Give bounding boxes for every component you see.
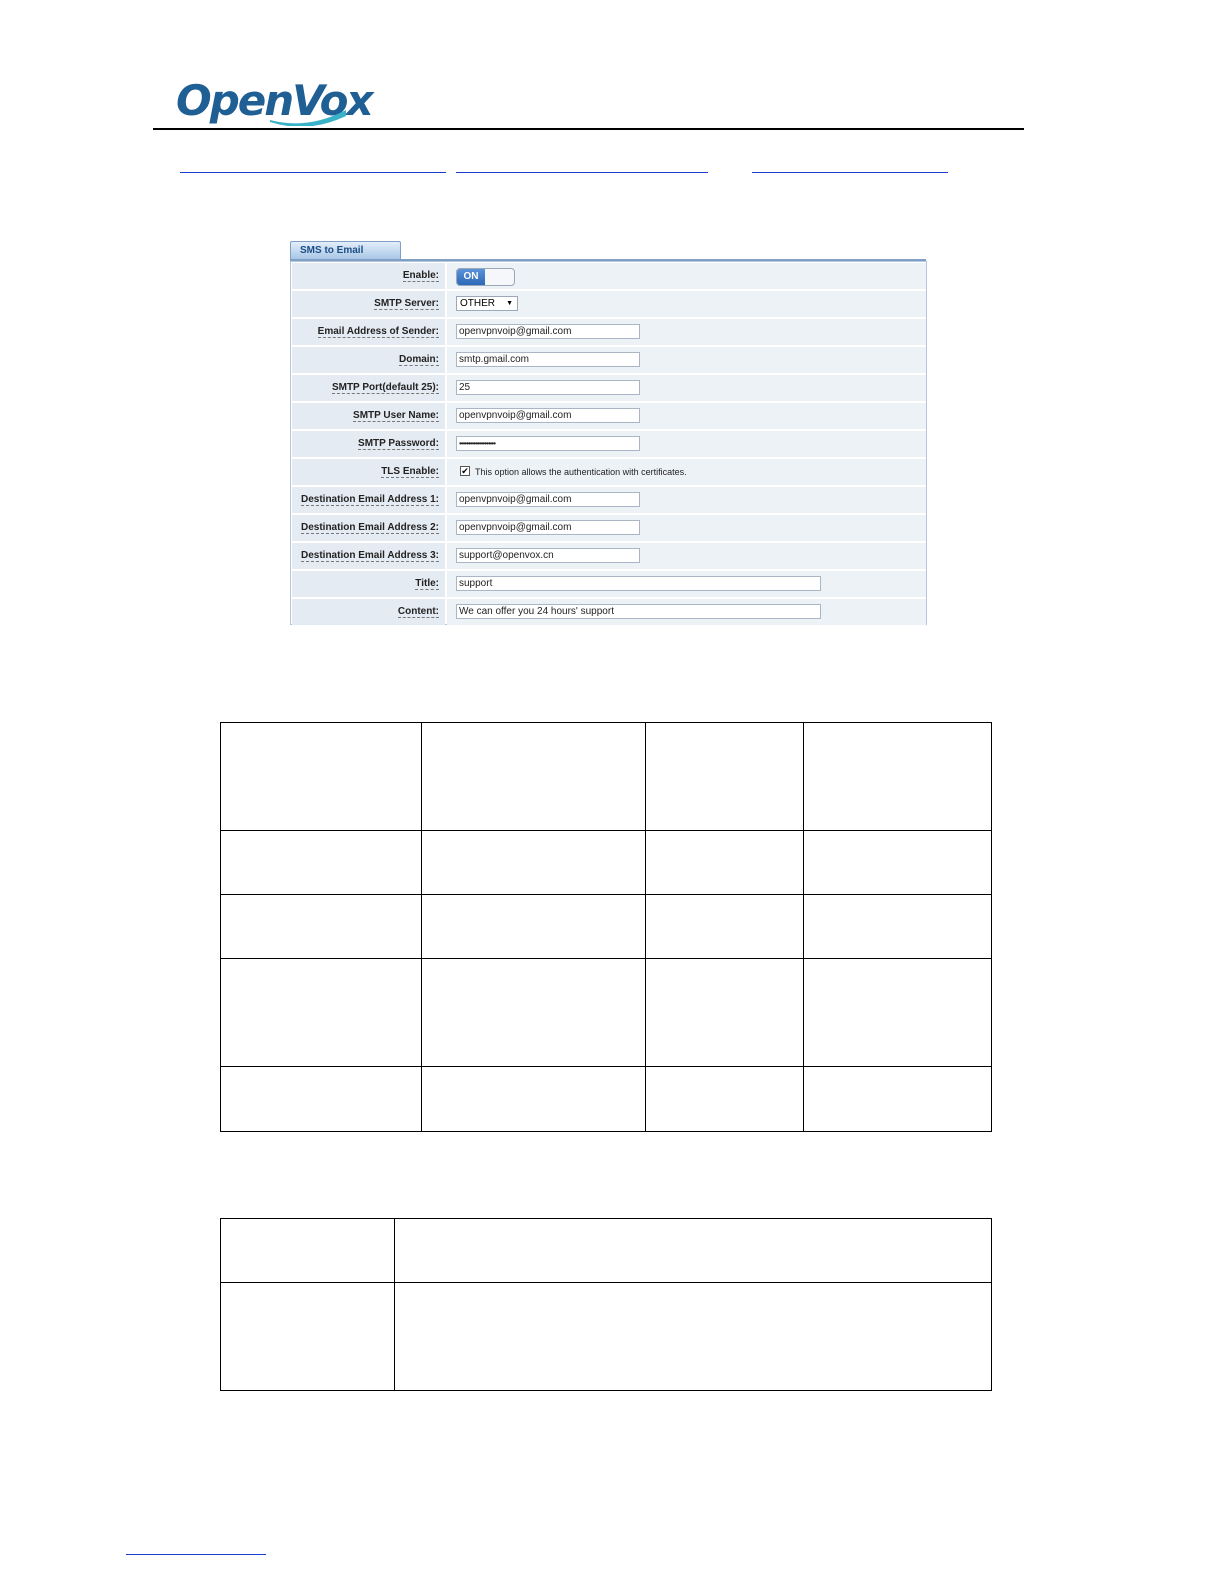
toggle-on-label: ON: [457, 269, 485, 285]
row-password: [292, 431, 926, 459]
row-user: [292, 403, 926, 431]
table-cell: [394, 1283, 991, 1391]
options-table: [220, 722, 992, 1132]
sms-to-email-form: [290, 261, 927, 625]
label-tls: TLS Enable:: [292, 459, 445, 485]
table-cell: [221, 1219, 395, 1283]
table-row: [221, 1283, 992, 1391]
smtp-user-input[interactable]: openvpnvoip@gmail.com: [456, 408, 640, 423]
smtp-server-select[interactable]: [456, 296, 518, 311]
domain-input[interactable]: smtp.gmail.com: [456, 352, 640, 367]
table-cell: [221, 959, 422, 1067]
table-cell: [221, 895, 422, 959]
label-title: Title:: [292, 571, 445, 597]
smtp-server-value: OTHER: [460, 298, 495, 309]
row-dest2: [292, 515, 926, 543]
label-smtp-server: SMTP Server:: [292, 291, 445, 317]
footer-link[interactable]: [126, 1554, 266, 1555]
smtp-port-input[interactable]: 25: [456, 380, 640, 395]
sender-email-input[interactable]: openvpnvoip@gmail.com: [456, 324, 640, 339]
table-cell: [394, 1219, 991, 1283]
row-title: [292, 571, 926, 599]
table-cell: [804, 723, 992, 831]
table-cell: [221, 723, 422, 831]
tls-checkbox[interactable]: ✔: [461, 466, 469, 476]
row-port: [292, 375, 926, 403]
table-cell: [421, 831, 646, 895]
label-password: SMTP Password:: [292, 431, 445, 457]
header-link-3[interactable]: [752, 172, 948, 173]
row-dest3: [292, 543, 926, 571]
dest3-input[interactable]: support@openvox.cn: [456, 548, 640, 563]
label-domain: Domain:: [292, 347, 445, 373]
header-link-1[interactable]: [180, 172, 446, 173]
description-table: [220, 1218, 992, 1391]
table-row: [221, 1219, 992, 1283]
table-cell: [221, 1067, 422, 1132]
logo-swoosh-icon: [268, 100, 348, 126]
row-enable: [292, 263, 926, 291]
content-input[interactable]: We can offer you 24 hours' support: [456, 604, 821, 619]
title-input[interactable]: support: [456, 576, 821, 591]
table-row: [221, 723, 992, 831]
table-cell: [221, 831, 422, 895]
header-rule: [153, 128, 1024, 130]
table-row: [221, 959, 992, 1067]
table-cell: [646, 1067, 804, 1132]
label-port: SMTP Port(default 25):: [292, 375, 445, 401]
table-row: [221, 1067, 992, 1132]
row-dest1: [292, 487, 926, 515]
row-content: [292, 599, 926, 625]
table-cell: [421, 723, 646, 831]
smtp-password-input[interactable]: ••••••••••••••••••••: [456, 436, 640, 451]
table-cell: [646, 831, 804, 895]
label-sender: Email Address of Sender:: [292, 319, 445, 345]
row-smtp-server: [292, 291, 926, 319]
label-dest2: Destination Email Address 2:: [292, 515, 445, 541]
table-cell: [804, 959, 992, 1067]
openvox-logo: [176, 76, 372, 125]
dest2-input[interactable]: openvpnvoip@gmail.com: [456, 520, 640, 535]
dropdown-arrow-icon: ▼: [506, 300, 513, 307]
header-link-2[interactable]: [456, 172, 708, 173]
table-cell: [646, 959, 804, 1067]
label-enable: Enable:: [292, 263, 445, 289]
table-cell: [804, 895, 992, 959]
table-row: [221, 831, 992, 895]
label-content: Content:: [292, 599, 445, 625]
row-tls: [292, 459, 926, 487]
table-cell: [804, 1067, 992, 1132]
label-dest3: Destination Email Address 3:: [292, 543, 445, 569]
table-cell: [221, 1283, 395, 1391]
table-cell: [646, 895, 804, 959]
row-domain: [292, 347, 926, 375]
table-cell: [421, 895, 646, 959]
dest1-input[interactable]: openvpnvoip@gmail.com: [456, 492, 640, 507]
label-dest1: Destination Email Address 1:: [292, 487, 445, 513]
tls-note: This option allows the authentication with certificates.: [475, 467, 687, 477]
table-cell: [804, 831, 992, 895]
row-sender: [292, 319, 926, 347]
table-row: [221, 895, 992, 959]
table-cell: [421, 959, 646, 1067]
logo-wordmark: OpenVox: [176, 76, 372, 125]
table-cell: [646, 723, 804, 831]
table-cell: [421, 1067, 646, 1132]
panel-tab-sms-to-email[interactable]: SMS to Email: [290, 241, 401, 259]
enable-toggle[interactable]: [456, 268, 515, 286]
label-user: SMTP User Name:: [292, 403, 445, 429]
